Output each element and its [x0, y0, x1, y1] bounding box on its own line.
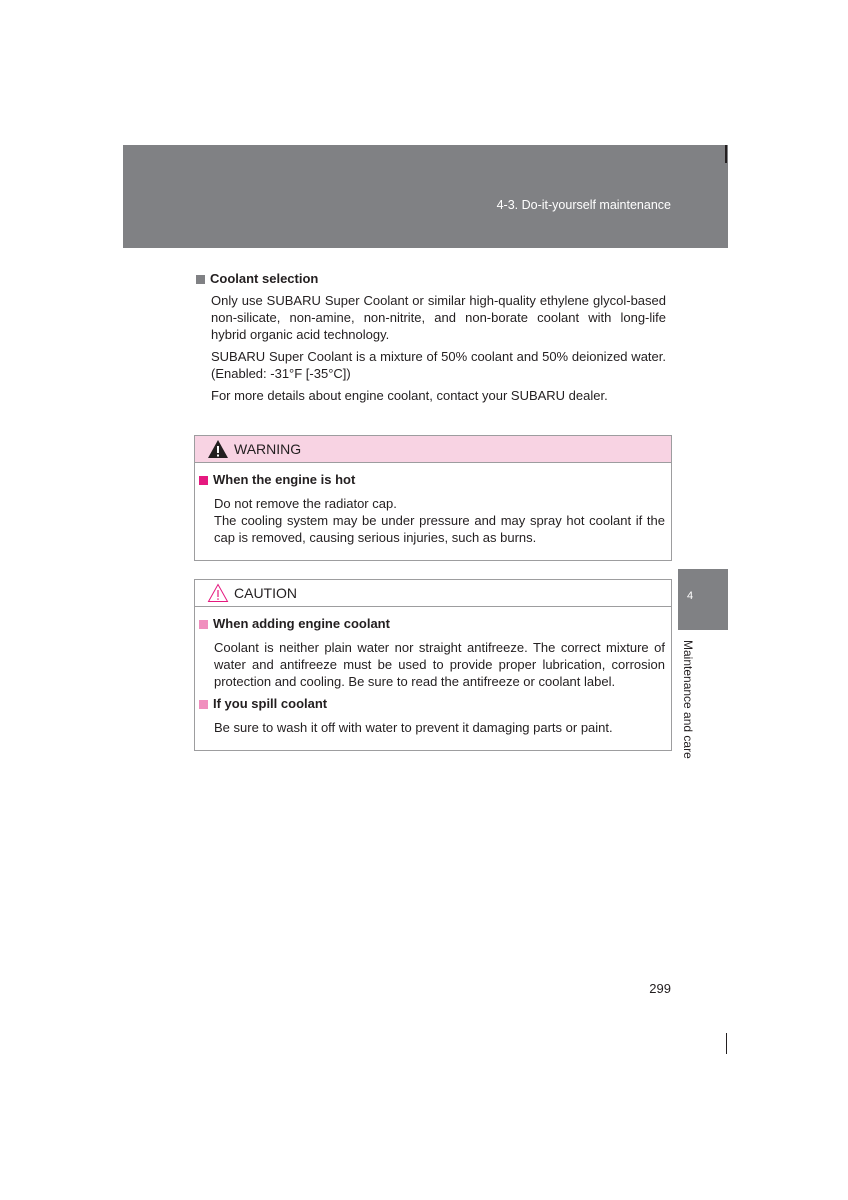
heading-text: When adding engine coolant	[213, 616, 390, 631]
coolant-paragraph: SUBARU Super Coolant is a mixture of 50% coolant and 50% deionized water. (Enabled: -31°F [-35°C])	[211, 349, 666, 381]
warning-body	[195, 463, 671, 546]
section-title: 4-3. Do-it-yourself maintenance	[496, 198, 671, 212]
caution-label: CAUTION	[234, 585, 297, 601]
page-number: 299	[649, 981, 671, 996]
caution-body	[195, 607, 671, 736]
caution-header	[195, 580, 671, 607]
warning-subheading	[199, 471, 665, 489]
caution-subheading	[199, 695, 665, 713]
warning-text-line: Do not remove the radiator cap.	[214, 496, 397, 511]
header-band	[123, 145, 728, 248]
warning-label: WARNING	[234, 441, 302, 457]
caution-text: Coolant is neither plain water nor straight antifreeze. The correct mixture of water and antifreeze must be used to provide proper lubrication, corrosion protection and cooling. Be sure to read the antifreeze or coolant label.	[214, 640, 665, 689]
caution-text: Be sure to wash it off with water to prevent it damaging parts or paint.	[214, 720, 613, 735]
caution-triangle-icon	[207, 583, 229, 603]
heading-text: When the engine is hot	[213, 472, 356, 487]
caution-subheading	[199, 615, 665, 633]
coolant-selection-section	[196, 270, 666, 404]
chapter-tab[interactable]	[678, 569, 728, 630]
chapter-title-vertical	[681, 640, 697, 770]
warning-text-line: The cooling system may be under pressure and may spray hot coolant if the cap is removed, causing serious injuries, such as burns.	[214, 513, 665, 545]
square-bullet-icon	[199, 700, 208, 709]
square-bullet-icon	[196, 275, 205, 284]
warning-triangle-icon	[207, 439, 229, 459]
page-edge-mark	[726, 1033, 727, 1054]
caution-box	[194, 579, 672, 751]
coolant-selection-heading	[196, 270, 666, 288]
warning-header	[195, 436, 671, 463]
warning-text	[214, 495, 665, 546]
coolant-paragraph: For more details about engine coolant, contact your SUBARU dealer.	[211, 388, 608, 403]
heading-text: If you spill coolant	[213, 696, 328, 711]
heading-text: Coolant selection	[210, 271, 319, 286]
chapter-title: Maintenance and care	[681, 640, 695, 759]
header-edge-mark	[725, 145, 727, 163]
square-bullet-icon	[199, 620, 208, 629]
warning-box	[194, 435, 672, 561]
square-bullet-icon	[199, 476, 208, 485]
chapter-number: 4	[687, 590, 694, 602]
coolant-paragraph: Only use SUBARU Super Coolant or similar high-quality ethylene glycol-based non-silicate, non-amine, non-nitrite, and non-borate coolant with long-life hybrid organic acid technology.	[211, 293, 666, 342]
